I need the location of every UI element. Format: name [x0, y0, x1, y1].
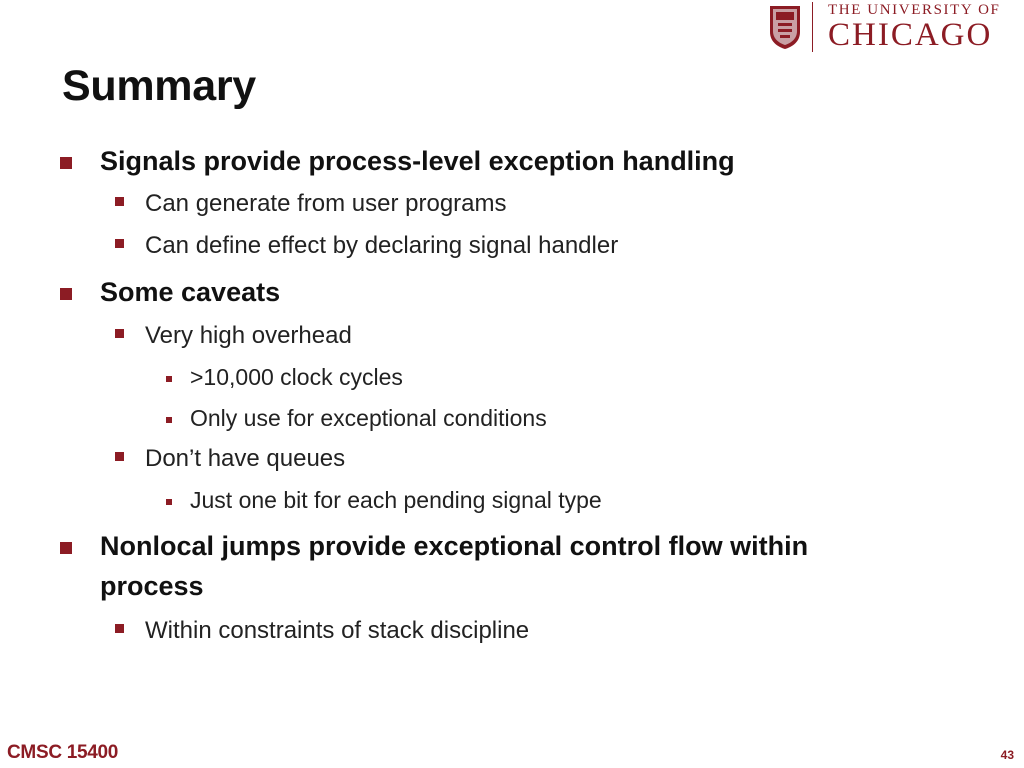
university-shield-icon — [768, 4, 802, 50]
square-bullet-icon — [166, 417, 172, 423]
slide-title: Summary — [62, 62, 256, 110]
bullet-text: Just one bit for each pending signal type — [190, 487, 602, 513]
bullet-level3 — [190, 362, 403, 392]
bullet-text: Some caveats — [100, 277, 281, 307]
bullet-text: process — [100, 571, 204, 601]
square-bullet-icon — [115, 239, 124, 248]
bullet-level2 — [145, 231, 618, 261]
bullet-text: Within constraints of stack discipline — [145, 617, 530, 644]
bullet-text: Can define effect by declaring signal handler — [145, 232, 619, 259]
course-label: CMSC 15400 — [7, 742, 119, 763]
square-bullet-icon — [60, 542, 72, 554]
bullet-level3 — [190, 485, 602, 515]
bullet-level1 — [100, 144, 735, 178]
bullet-text: Only use for exceptional conditions — [190, 405, 547, 431]
bullet-level3 — [190, 403, 547, 433]
square-bullet-icon — [115, 329, 124, 338]
bullet-text: >10,000 clock cycles — [190, 364, 403, 390]
square-bullet-icon — [166, 376, 172, 382]
university-logo — [762, 0, 1024, 58]
bullet-level2 — [145, 321, 352, 351]
bullet-text: Don’t have queues — [145, 445, 346, 472]
logo-divider — [812, 2, 813, 52]
bullet-text: Very high overhead — [145, 322, 352, 349]
bullet-text: Signals provide process-level exception handling — [100, 146, 735, 176]
logo-text-line1: THE UNIVERSITY OF — [828, 2, 1001, 18]
bullet-text: Nonlocal jumps provide exceptional control flow within — [100, 531, 809, 561]
square-bullet-icon — [115, 624, 124, 633]
bullet-level2 — [145, 189, 507, 219]
square-bullet-icon — [115, 197, 124, 206]
bullet-level2 — [145, 616, 529, 646]
logo-text-line2: CHICAGO — [828, 17, 993, 53]
bullet-level1 — [100, 529, 808, 563]
bullet-level1-continuation — [100, 569, 204, 603]
bullet-level1 — [100, 275, 280, 309]
square-bullet-icon — [115, 452, 124, 461]
bullet-text: Can generate from user programs — [145, 190, 507, 217]
square-bullet-icon — [60, 288, 72, 300]
square-bullet-icon — [60, 157, 72, 169]
square-bullet-icon — [166, 499, 172, 505]
page-number: 43 — [1000, 748, 1014, 762]
bullet-level2 — [145, 444, 345, 474]
